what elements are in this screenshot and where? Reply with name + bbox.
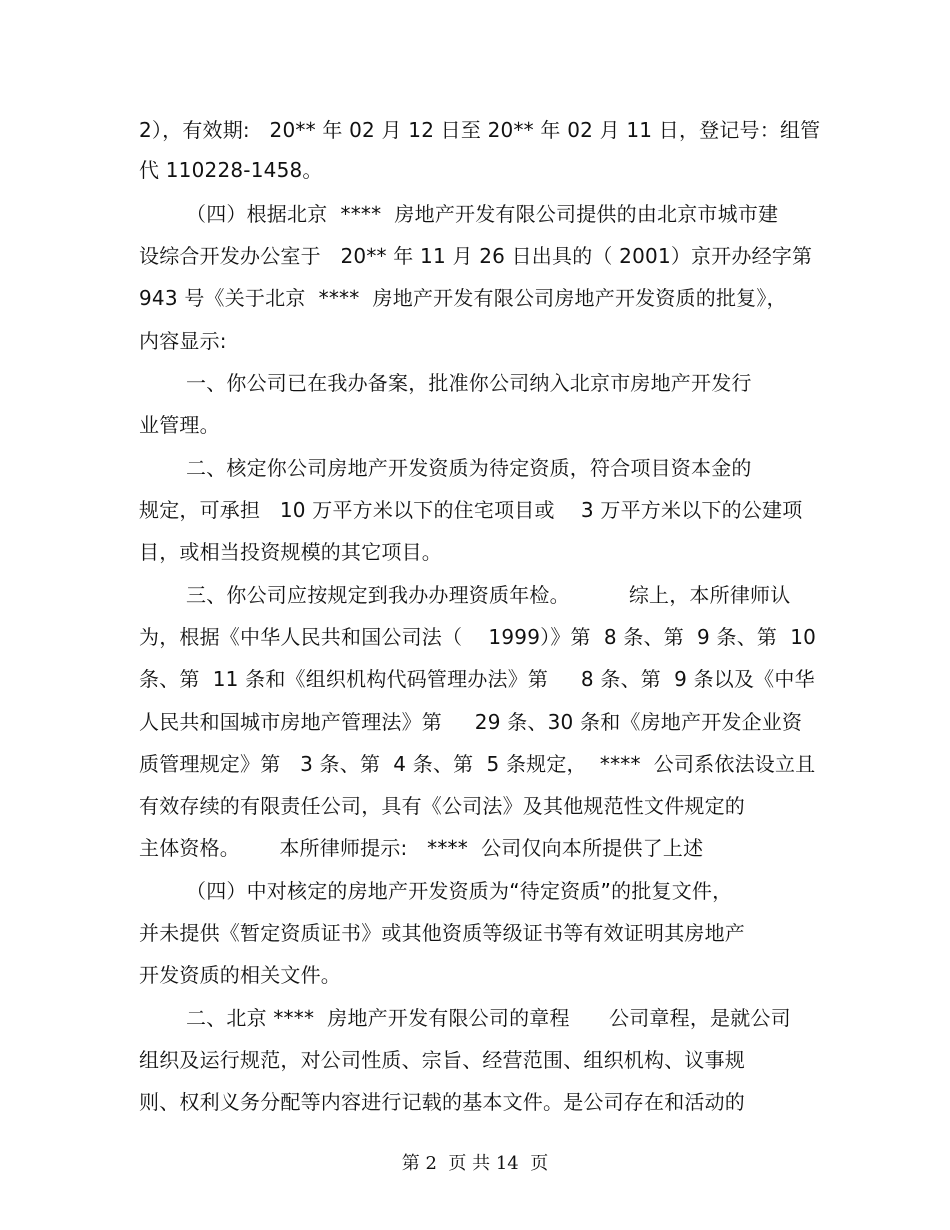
text-line: 内容显示: xyxy=(139,329,227,353)
text-line: 2），有效期: 20** 年 02 月 12 日至 20** 年 02 月 11 日，登记号：组管 xyxy=(139,118,821,142)
page-number-footer: 第 2 页 共 14 页 xyxy=(401,1153,549,1174)
text-line: 二、北京 **** 房地产开发有限公司的章程 公司章程，是就公司 xyxy=(186,1006,791,1030)
text-line: 主体资格。 本所律师提示: **** 公司仅向本所提供了上述 xyxy=(139,836,704,860)
text-line: 则、权利义务分配等内容进行记载的基本文件。是公司存在和活动的 xyxy=(139,1090,745,1114)
text-line: 943 号《关于北京 **** 房地产开发有限公司房地产开发资质的批复》， xyxy=(139,286,787,310)
text-line: 有效存续的有限责任公司，具有《公司法》及其他规范性文件规定的 xyxy=(139,794,745,818)
text-line: （四）根据北京 **** 房地产开发有限公司提供的由北京市城市建 xyxy=(186,202,779,226)
text-line: 三、你公司应按规定到我办办理资质年检。 综上，本所律师认 xyxy=(186,583,791,607)
text-line: 规定，可承担 10 万平方米以下的住宅项目或 3 万平方米以下的公建项 xyxy=(139,498,803,522)
text-line: 二、核定你公司房地产开发资质为待定资质，符合项目资本金的 xyxy=(186,456,752,480)
text-line: （四）中对核定的房地产开发资质为“待定资质”的批复文件， xyxy=(186,879,733,903)
text-line: 人民共和国城市房地产管理法》第 29 条、30 条和《房地产开发企业资 xyxy=(139,710,803,734)
text-line: 条、第 11 条和《组织机构代码管理办法》第 8 条、第 9 条以及《中华 xyxy=(139,667,815,691)
text-line: 目，或相当投资规模的其它项目。 xyxy=(139,540,442,564)
text-line: 一、你公司已在我办备案，批准你公司纳入北京市房地产开发行 xyxy=(186,371,752,395)
text-line: 业管理。 xyxy=(139,413,220,437)
text-line: 组织及运行规范，对公司性质、宗旨、经营范围、组织机构、议事规 xyxy=(139,1048,745,1072)
text-line: 开发资质的相关文件。 xyxy=(139,963,341,987)
text-line: 质管理规定》第 3 条、第 4 条、第 5 条规定， **** 公司系依法设立且 xyxy=(139,752,816,776)
text-line: 并未提供《暂定资质证书》或其他资质等级证书等有效证明其房地产 xyxy=(139,921,745,945)
text-line: 代 110228-1458。 xyxy=(139,158,323,182)
text-line: 为，根据《中华人民共和国公司法（ 1999）》第 8 条、第 9 条、第 10 xyxy=(139,625,817,649)
text-line: 设综合开发办公室于 20** 年 11 月 26 日出具的（ 2001）京开办经字第 xyxy=(139,244,813,268)
